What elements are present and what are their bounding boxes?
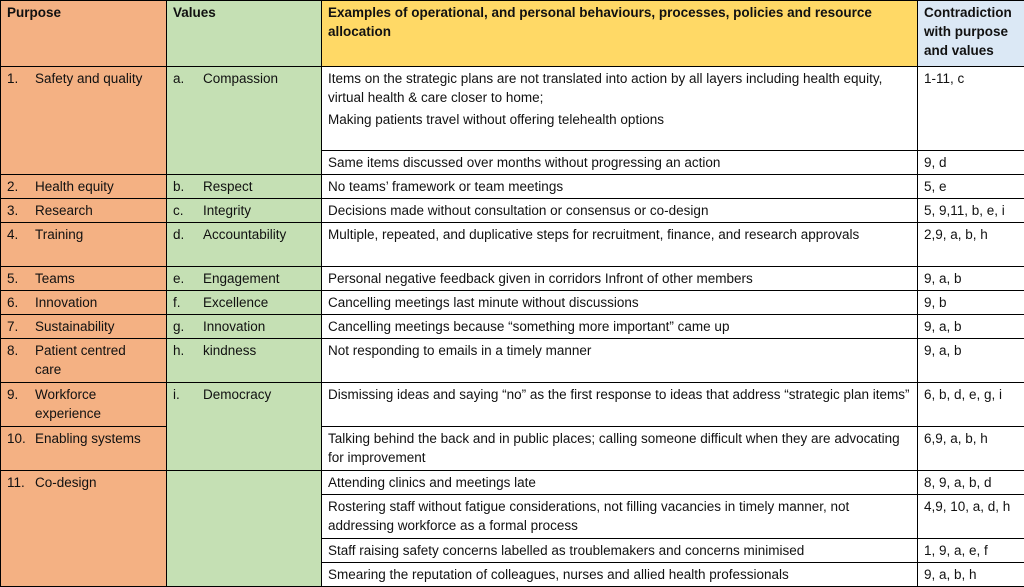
header-values: Values xyxy=(167,1,322,67)
purpose-label: Training xyxy=(35,225,150,244)
purpose-number: 6. xyxy=(7,293,35,312)
contradiction-cell: 9, a, b xyxy=(918,339,1024,383)
example-text: No teams’ framework or team meetings xyxy=(328,177,911,196)
purpose-number: 2. xyxy=(7,177,35,196)
value-cell xyxy=(167,291,322,315)
purpose-label: Enabling systems xyxy=(35,429,150,448)
example-cell xyxy=(322,291,918,315)
purpose-cell xyxy=(1,315,167,339)
example-text: Multiple, repeated, and duplicative steps for recruitment, finance, and research approvals xyxy=(328,225,911,244)
contradiction-cell: 1-11, c xyxy=(918,67,1024,151)
example-text: Not responding to emails in a timely manner xyxy=(328,341,911,360)
table-row xyxy=(1,175,1024,199)
example-text: Staff raising safety concerns labelled as troublemakers and concerns minimised xyxy=(328,541,911,560)
purpose-label: Co-design xyxy=(35,473,150,492)
purpose-number: 4. xyxy=(7,225,35,244)
example-text: Decisions made without consultation or consensus or co-design xyxy=(328,201,911,220)
contradiction-cell: 1, 9, a, e, f xyxy=(918,539,1024,563)
value-letter: h. xyxy=(173,341,203,360)
example-text: Same items discussed over months without progressing an action xyxy=(328,153,911,172)
value-cell xyxy=(167,339,322,383)
value-label: Excellence xyxy=(203,293,268,312)
value-letter: c. xyxy=(173,201,203,220)
contradiction-cell: 9, b xyxy=(918,291,1024,315)
example-cell xyxy=(322,67,918,151)
header-purpose: Purpose xyxy=(1,1,167,67)
example-cell xyxy=(322,383,918,427)
table-row xyxy=(1,267,1024,291)
purpose-cell xyxy=(1,223,167,267)
header-contradiction: Contradiction with purpose and values xyxy=(918,1,1024,67)
contradiction-cell: 6, b, d, e, g, i xyxy=(918,383,1024,427)
value-cell xyxy=(167,383,322,471)
contradiction-cell: 9, a, b xyxy=(918,315,1024,339)
purpose-number: 11. xyxy=(7,473,35,492)
value-cell xyxy=(167,471,322,587)
purpose-cell xyxy=(1,471,167,587)
table-row xyxy=(1,427,1024,471)
purpose-cell xyxy=(1,339,167,383)
purpose-cell xyxy=(1,175,167,199)
value-letter: f. xyxy=(173,293,203,312)
table-row xyxy=(1,67,1024,151)
purpose-number: 10. xyxy=(7,429,35,448)
purpose-cell xyxy=(1,291,167,315)
table-row xyxy=(1,199,1024,223)
contradiction-cell: 5, e xyxy=(918,175,1024,199)
purpose-label: Innovation xyxy=(35,293,150,312)
purpose-label: Research xyxy=(35,201,150,220)
example-text: Personal negative feedback given in corridors Infront of other members xyxy=(328,269,911,288)
value-cell xyxy=(167,223,322,267)
value-letter: b. xyxy=(173,177,203,196)
purpose-number: 1. xyxy=(7,69,35,88)
purpose-number: 9. xyxy=(7,385,35,404)
contradiction-cell: 9, d xyxy=(918,151,1024,175)
example-text: Making patients travel without offering telehealth options xyxy=(328,110,911,129)
contradiction-cell: 9, a, b, h xyxy=(918,563,1024,587)
purpose-number: 5. xyxy=(7,269,35,288)
example-cell xyxy=(322,427,918,471)
example-text: Items on the strategic plans are not translated into action by all layers including health equity, virtual health & care closer to home; xyxy=(328,69,911,107)
contradiction-cell: 6,9, a, b, h xyxy=(918,427,1024,471)
purpose-label: Sustainability xyxy=(35,317,150,336)
table-row xyxy=(1,471,1024,495)
contradiction-cell: 5, 9,11, b, e, i xyxy=(918,199,1024,223)
purpose-cell xyxy=(1,427,167,471)
value-letter: e. xyxy=(173,269,203,288)
value-label: Engagement xyxy=(203,269,280,288)
example-cell xyxy=(322,563,918,587)
example-cell xyxy=(322,315,918,339)
contradiction-cell: 2,9, a, b, h xyxy=(918,223,1024,267)
example-cell xyxy=(322,151,918,175)
purpose-number: 8. xyxy=(7,341,35,360)
table-row xyxy=(1,315,1024,339)
value-cell xyxy=(167,199,322,223)
purpose-label: Health equity xyxy=(35,177,150,196)
example-cell xyxy=(322,339,918,383)
value-cell xyxy=(167,67,322,175)
example-text: Rostering staff without fatigue considerations, not filling vacancies in timely manner, not addressing workforce as a formal process xyxy=(328,497,911,535)
example-cell xyxy=(322,175,918,199)
example-text: Talking behind the back and in public places; calling someone difficult when they are advocating for improvement xyxy=(328,429,911,467)
value-cell xyxy=(167,267,322,291)
purpose-label: Safety and quality xyxy=(35,69,150,88)
value-letter: i. xyxy=(173,385,203,404)
value-letter: a. xyxy=(173,69,203,88)
value-label: Accountability xyxy=(203,225,286,244)
table-row xyxy=(1,223,1024,267)
example-text: Cancelling meetings because “something more important” came up xyxy=(328,317,911,336)
value-label: Compassion xyxy=(203,69,278,88)
example-cell xyxy=(322,495,918,539)
purpose-number: 3. xyxy=(7,201,35,220)
example-text: Smearing the reputation of colleagues, nurses and allied health professionals xyxy=(328,565,911,584)
value-label: kindness xyxy=(203,341,256,360)
header-row xyxy=(1,1,1024,67)
header-examples: Examples of operational, and personal behaviours, processes, policies and resource allocation xyxy=(322,1,918,67)
purpose-number: 7. xyxy=(7,317,35,336)
contradiction-cell: 9, a, b xyxy=(918,267,1024,291)
value-label: Respect xyxy=(203,177,253,196)
example-cell xyxy=(322,539,918,563)
example-cell xyxy=(322,223,918,267)
contradiction-cell: 4,9, 10, a, d, h xyxy=(918,495,1024,539)
example-text: Attending clinics and meetings late xyxy=(328,473,911,492)
example-cell xyxy=(322,471,918,495)
value-letter: g. xyxy=(173,317,203,336)
table-row xyxy=(1,291,1024,315)
purpose-label: Patient centred care xyxy=(35,341,150,379)
table-row xyxy=(1,383,1024,427)
example-text: Dismissing ideas and saying “no” as the first response to ideas that address “strategic plan items” xyxy=(328,385,911,404)
value-letter: d. xyxy=(173,225,203,244)
value-label: Innovation xyxy=(203,317,265,336)
purpose-cell xyxy=(1,267,167,291)
value-label: Democracy xyxy=(203,385,271,404)
table-row xyxy=(1,339,1024,383)
purpose-label: Teams xyxy=(35,269,150,288)
example-text: Cancelling meetings last minute without discussions xyxy=(328,293,911,312)
purpose-cell xyxy=(1,199,167,223)
purpose-cell xyxy=(1,383,167,427)
value-cell xyxy=(167,315,322,339)
purpose-cell xyxy=(1,67,167,175)
value-label: Integrity xyxy=(203,201,251,220)
purpose-label: Workforce experience xyxy=(35,385,150,423)
example-cell xyxy=(322,267,918,291)
value-cell xyxy=(167,175,322,199)
example-cell xyxy=(322,199,918,223)
contradiction-cell: 8, 9, a, b, d xyxy=(918,471,1024,495)
